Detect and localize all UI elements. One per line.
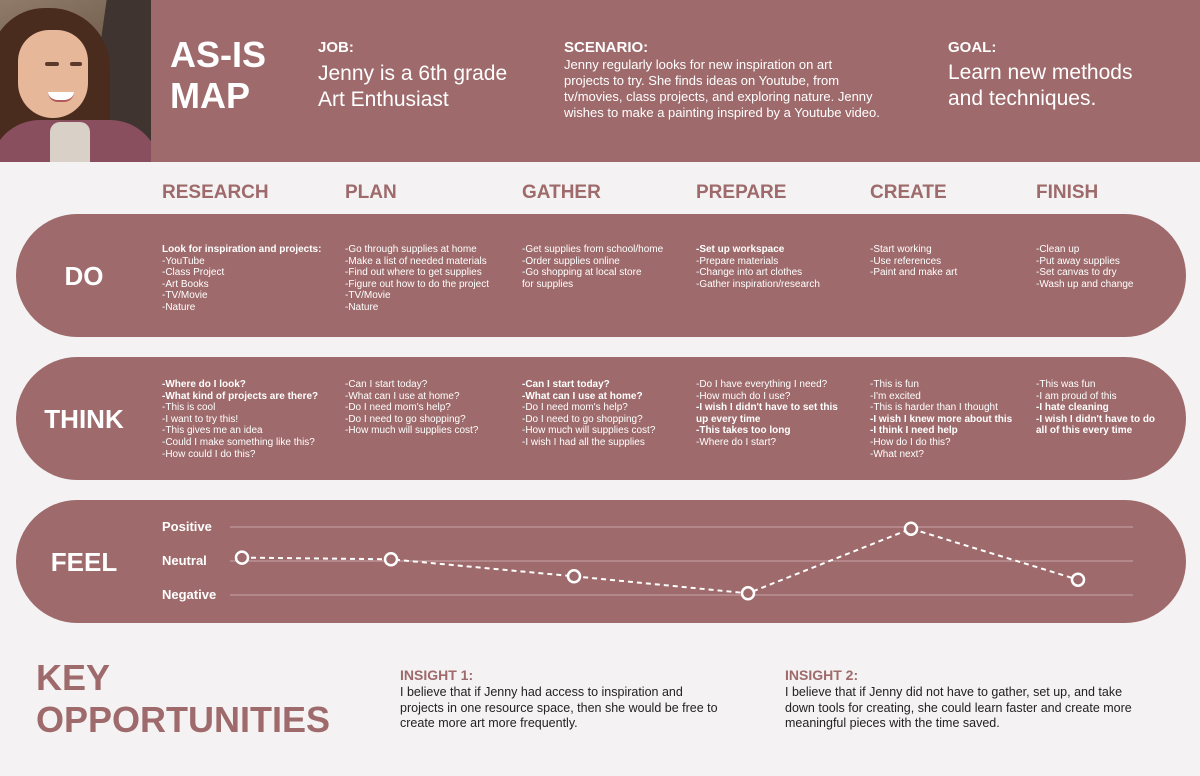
cell-line: -Prepare materials [696, 255, 779, 267]
insight-2-text: I believe that if Jenny did not have to gather, set up, and take down tools for creating, she could learn faster and create more meaningful pieces with the time saved. [785, 685, 1132, 730]
cell-line: -TV/Movie [345, 290, 391, 302]
cell-line: -Clean up [1036, 244, 1080, 255]
cell-line: -How much will supplies cost? [345, 425, 479, 437]
cell-line: -Do I need mom's help? [345, 402, 451, 414]
feel-level-negative: Negative [162, 587, 217, 602]
stage-prepare: PREPARE [696, 182, 787, 203]
header-banner [0, 0, 1200, 162]
cell-line: -Paint and make art [870, 267, 958, 279]
feel-point-gather [568, 570, 580, 582]
job-text: Jenny is a 6th grade Art Enthusiast [318, 62, 508, 111]
feel-chart [16, 500, 1186, 623]
goal-text: Learn new methods and techniques. [948, 61, 1133, 110]
cell-line: -Make a list of needed materials [345, 255, 487, 267]
cell-line: -Nature [345, 301, 379, 313]
cell-line: -Gather inspiration/research [696, 278, 820, 290]
stage-plan: PLAN [345, 182, 397, 203]
feel-level-neutral: Neutral [162, 553, 207, 568]
cell-line: -This is fun [870, 379, 919, 390]
cell-line: -Set up workspace [696, 244, 785, 255]
job-label: JOB: [318, 39, 354, 56]
do-gather-cell [522, 244, 663, 290]
cell-line: -Do I have everything I need? [696, 379, 828, 390]
cell-line: -This takes too long [696, 425, 791, 437]
cell-line: -Do I need to go shopping? [345, 413, 466, 425]
cell-line: -Do I need mom's help? [522, 402, 628, 414]
feel-point-create [905, 523, 917, 535]
cell-line: -How could I do this? [162, 448, 256, 460]
feel-point-plan [385, 553, 397, 565]
cell-line: -How do I do this? [870, 436, 951, 448]
cell-line: -How much will supplies cost? [522, 425, 656, 437]
cell-line: -What next? [870, 448, 924, 460]
cell-line: -Can I start today? [522, 379, 610, 390]
feel-label: FEEL [50, 547, 118, 577]
cell-line: -Wash up and change [1036, 278, 1134, 290]
cell-line: all of this every time [1036, 425, 1133, 437]
think-plan-cell [345, 379, 478, 437]
cell-line: Look for inspiration and projects: [162, 244, 322, 255]
cell-line: -Use references [870, 255, 942, 267]
cell-line: -This was fun [1036, 379, 1096, 390]
insight-2-label: INSIGHT 2: [785, 667, 859, 683]
think-prepare-cell [696, 379, 838, 449]
cell-line: -Art Books [162, 278, 209, 290]
insight-1-text: I believe that if Jenny had access to inspiration and projects in one resource space, then she would be free to create more art more frequently. [400, 685, 718, 730]
cell-line: -Do I need to go shopping? [522, 413, 643, 425]
cell-line: -Nature [162, 301, 196, 313]
cell-line: -I want to try this! [162, 413, 239, 425]
cell-line: -I wish I knew more about this [870, 413, 1013, 425]
do-create-cell [870, 244, 957, 279]
cell-line: -Can I start today? [345, 379, 428, 390]
do-research-cell [162, 244, 321, 314]
think-finish-cell [1036, 379, 1155, 437]
map-title: AS-IS MAP [170, 34, 267, 116]
do-label: DO [64, 261, 104, 291]
cell-line: -How much do I use? [696, 390, 791, 402]
scenario-label: SCENARIO: [564, 39, 649, 56]
cell-line: -Find out where to get supplies [345, 267, 482, 279]
cell-line: -Figure out how to do the project [345, 278, 489, 290]
cell-line: -TV/Movie [162, 290, 208, 302]
cell-line: -Change into art clothes [696, 267, 803, 279]
cell-line: -I wish I didn't have to set this [696, 402, 838, 414]
cell-line: -What can I use at home? [345, 390, 460, 402]
stage-research: RESEARCH [162, 182, 269, 203]
cell-line: -This is cool [162, 402, 216, 414]
stage-create: CREATE [870, 182, 947, 203]
feel-point-finish [1072, 574, 1084, 586]
feel-level-positive: Positive [162, 519, 212, 534]
cell-line: -YouTube [162, 255, 205, 267]
stage-finish: FINISH [1036, 182, 1099, 203]
cell-line: -Could I make something like this? [162, 436, 315, 448]
think-label: THINK [44, 404, 124, 434]
cell-line: -Start working [870, 244, 932, 255]
cell-line: -Set canvas to dry [1036, 267, 1117, 279]
cell-line: -Put away supplies [1036, 255, 1120, 267]
cell-line: -Where do I look? [162, 379, 246, 390]
cell-line: -I am proud of this [1036, 390, 1117, 402]
cell-line: -Go shopping at local store [522, 267, 642, 279]
feel-point-research [236, 552, 248, 564]
key-opportunities-title: KEY OPPORTUNITIES [36, 657, 331, 740]
stage-gather: GATHER [522, 182, 601, 203]
cell-line: -Class Project [162, 267, 225, 279]
cell-line: -I wish I didn't have to do [1036, 413, 1156, 425]
cell-line: -Go through supplies at home [345, 244, 477, 255]
cell-line: -Order supplies online [522, 255, 620, 267]
persona-photo [0, 0, 151, 162]
think-gather-cell [522, 379, 655, 449]
think-create-cell [870, 379, 1012, 460]
insight-1-label: INSIGHT 1: [400, 667, 474, 683]
cell-line: -Get supplies from school/home [522, 244, 664, 255]
goal-label: GOAL: [948, 39, 997, 56]
scenario-text: Jenny regularly looks for new inspiration on art projects to try. She finds ideas on Youtube, from tv/movies, class projects, and exploring nature. Jenny wishes to make a painting inspired by a Youtube video. [564, 57, 880, 120]
cell-line: -I hate cleaning [1036, 402, 1109, 414]
cell-line: -Where do I start? [696, 436, 777, 448]
cell-line: -What kind of projects are there? [162, 390, 319, 402]
do-prepare-cell [696, 244, 820, 290]
do-plan-cell [345, 244, 489, 314]
cell-line: -I wish I had all the supplies [522, 436, 645, 448]
do-finish-cell [1036, 244, 1133, 290]
feel-point-prepare [742, 587, 754, 599]
cell-line: -This is harder than I thought [870, 402, 998, 414]
cell-line: -I think I need help [870, 425, 958, 437]
cell-line: -This gives me an idea [162, 425, 263, 437]
cell-line: for supplies [522, 278, 574, 290]
cell-line: -What can I use at home? [522, 390, 643, 402]
cell-line: -I'm excited [870, 390, 921, 402]
think-research-cell [162, 379, 318, 460]
cell-line: up every time [696, 413, 761, 425]
